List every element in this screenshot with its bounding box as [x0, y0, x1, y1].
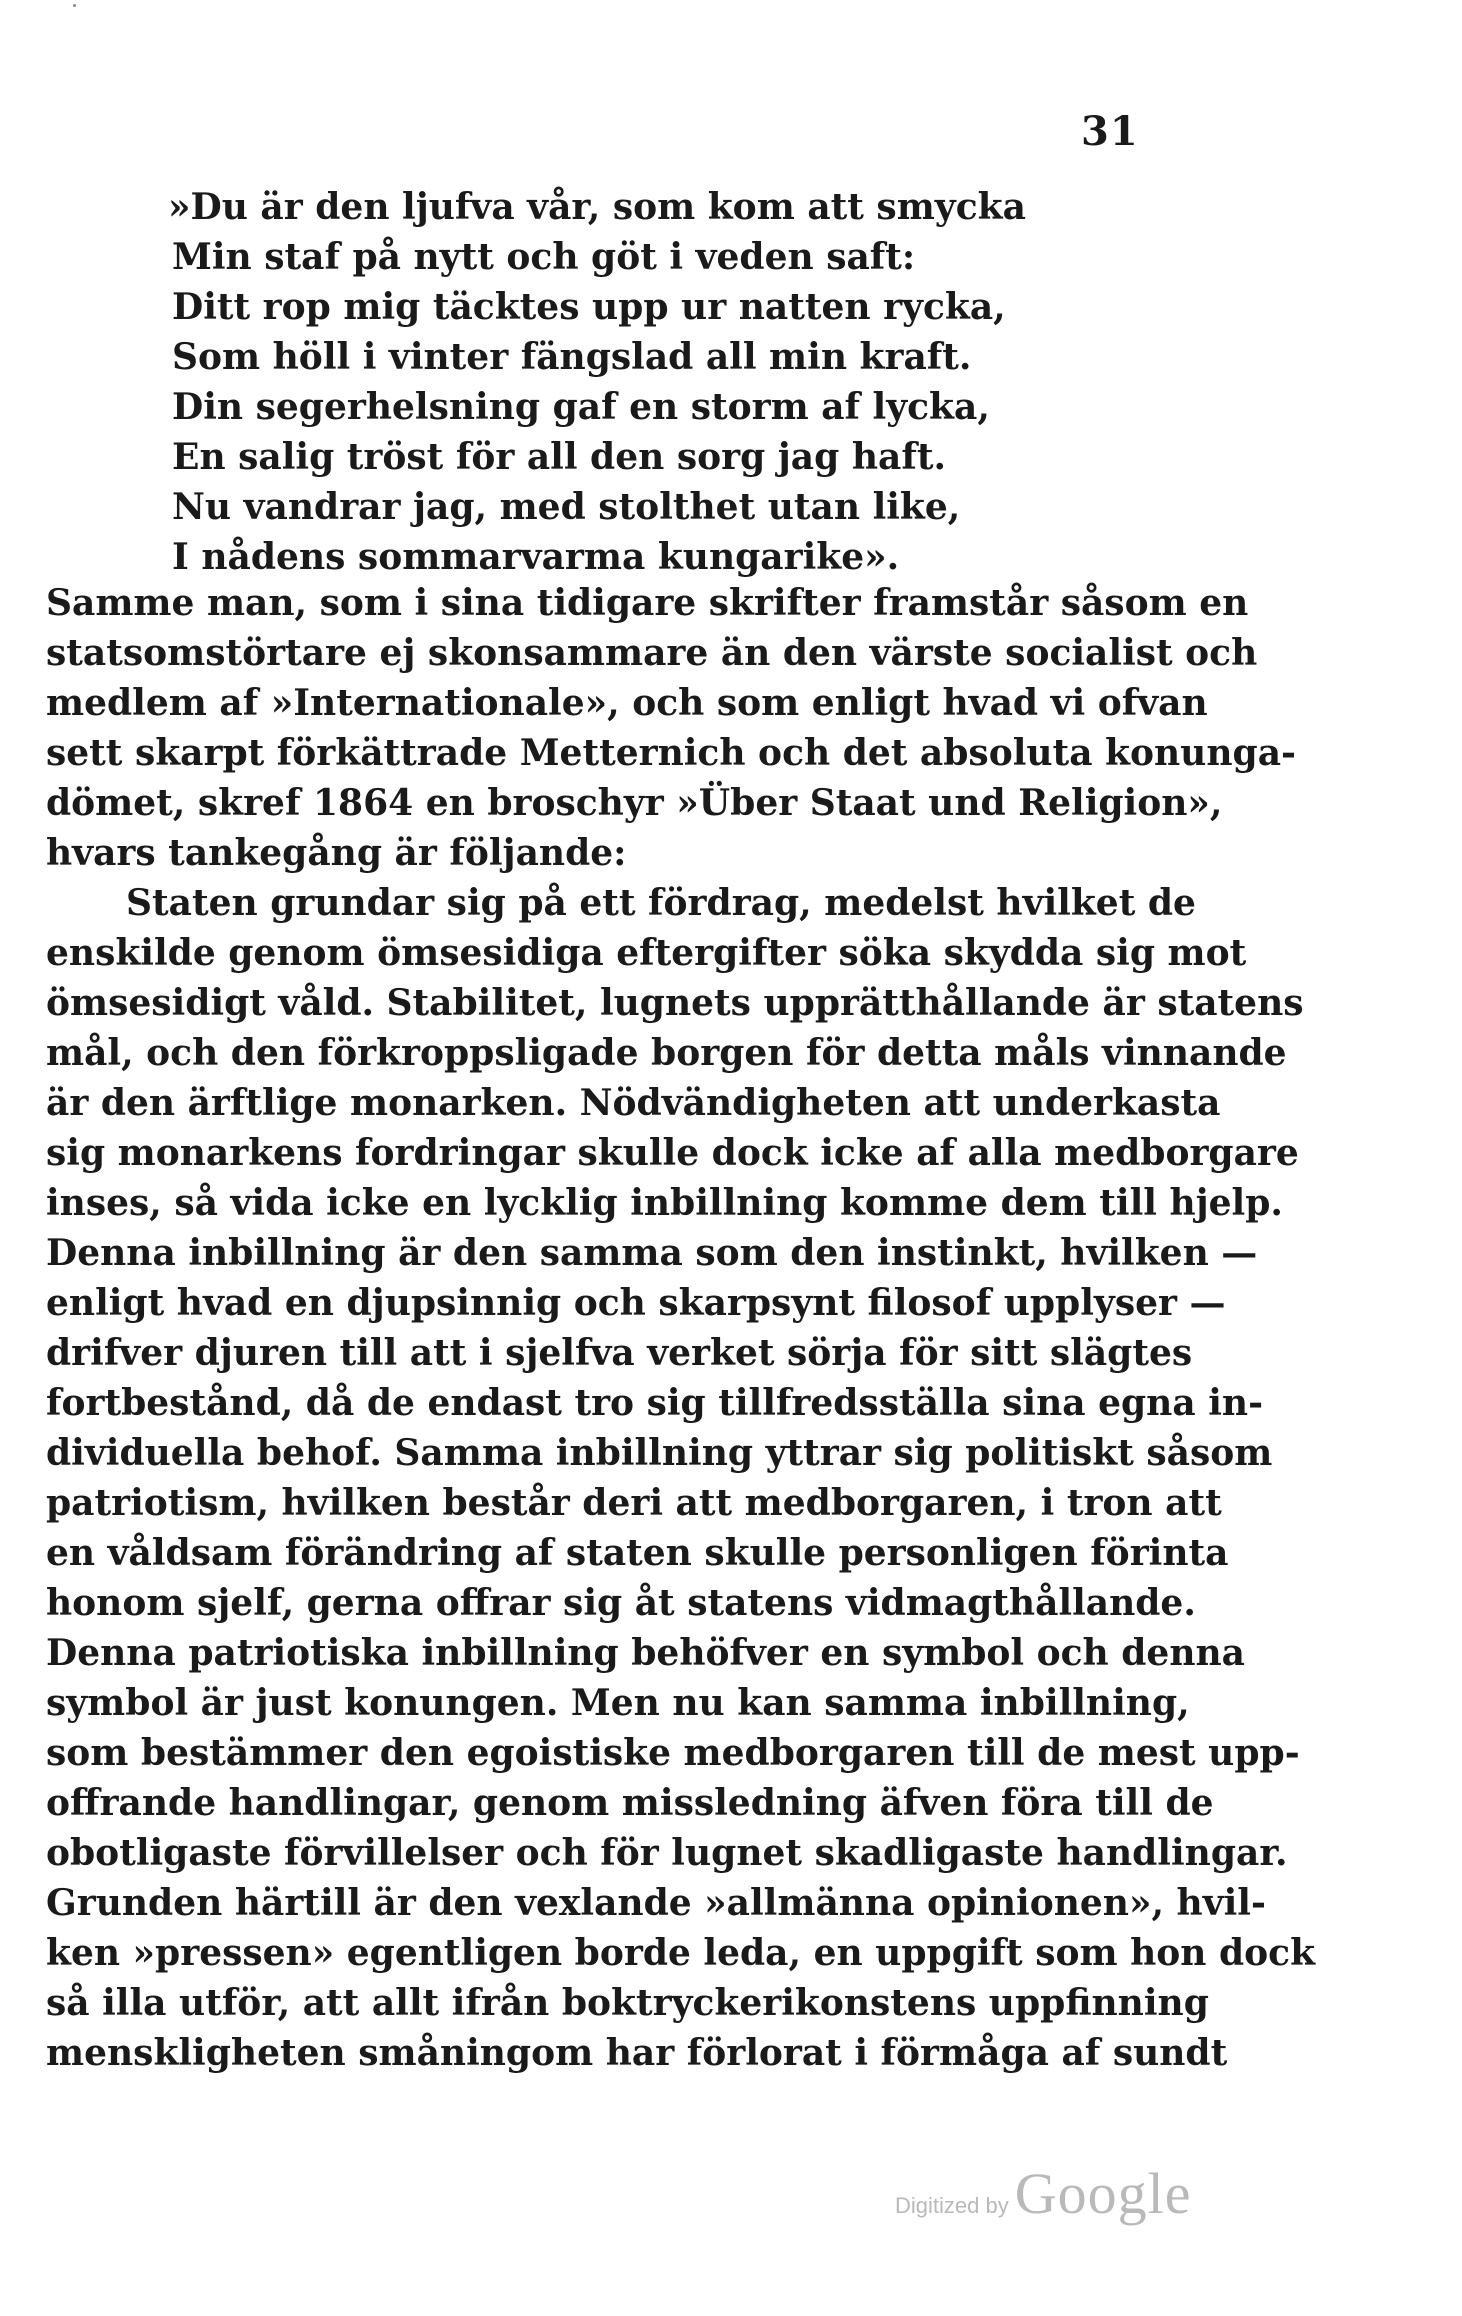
poem-line: Ditt rop mig täcktes upp ur natten rycka, — [172, 286, 1006, 328]
prose-line: sett skarpt förkättrade Metternich och det absoluta konunga- — [46, 732, 1296, 774]
prose-line: menskligheten småningom har förlorat i förmåga af sundt — [46, 2032, 1228, 2074]
prose-line: är den ärftlige monarken. Nödvändigheten att underkasta — [46, 1082, 1221, 1124]
poem-line: Nu vandrar jag, med stolthet utan like, — [172, 486, 961, 528]
prose-line: Denna inbillning är den samma som den instinkt, hvilken — — [46, 1232, 1258, 1274]
prose-line: sig monarkens fordringar skulle dock icke af alla medborgare — [46, 1132, 1299, 1174]
scan-speck — [73, 4, 76, 7]
prose-line: enligt hvad en djupsinnig och skarpsynt filosof upplyser — — [46, 1282, 1226, 1324]
prose-line: medlem af »Internationale», och som enligt hvad vi ofvan — [46, 682, 1208, 724]
prose-line: Grunden härtill är den vexlande »allmänna opinionen», hvil- — [46, 1882, 1266, 1924]
poem-line: Din segerhelsning gaf en storm af lycka, — [172, 386, 990, 428]
poem-line: Min staf på nytt och göt i veden saft: — [172, 236, 916, 278]
prose-line: obotligaste förvillelser och för lugnet skadligaste handlingar. — [46, 1832, 1288, 1874]
poem-line: »Du är den ljufva vår, som kom att smycka — [168, 186, 1026, 228]
watermark-digitized-text: Digitized by — [895, 2193, 1009, 2218]
prose-line: så illa utför, att allt ifrån boktryckerikonstens uppfinning — [46, 1982, 1209, 2024]
prose-line: patriotism, hvilken består deri att medborgaren, i tron att — [46, 1482, 1222, 1524]
prose-line: dömet, skref 1864 en broschyr »Über Staat und Religion», — [46, 782, 1223, 824]
prose-line: symbol är just konungen. Men nu kan samma inbillning, — [46, 1682, 1190, 1724]
page-number: 31 — [1081, 108, 1139, 155]
prose-line: ken »pressen» egentligen borde leda, en uppgift som hon dock — [46, 1932, 1316, 1974]
poem-block — [168, 182, 1068, 582]
poem-line: En salig tröst för all den sorg jag haft. — [172, 436, 946, 478]
prose-line: mål, och den förkroppsligade borgen för detta måls vinnande — [46, 1032, 1287, 1074]
prose-line: dividuella behof. Samma inbillning yttrar sig politiskt såsom — [46, 1432, 1273, 1474]
digitized-watermark — [895, 2160, 1191, 2227]
prose-line: statsomstörtare ej skonsammare än den värste socialist och — [46, 632, 1258, 674]
prose-line: fortbestånd, då de endast tro sig tillfredsställa sina egna in- — [46, 1382, 1264, 1424]
prose-line: enskilde genom ömsesidiga eftergifter söka skydda sig mot — [46, 932, 1247, 974]
prose-line: honom sjelf, gerna offrar sig åt statens vidmagthållande. — [46, 1582, 1196, 1624]
prose-line: offrande handlingar, genom missledning äfven föra till de — [46, 1782, 1214, 1824]
prose-line: ömsesidigt våld. Stabilitet, lugnets upprätthållande är statens — [46, 982, 1304, 1024]
prose-line: hvars tankegång är följande: — [46, 832, 627, 874]
prose-line: som bestämmer den egoistiske medborgaren till de mest upp- — [46, 1732, 1300, 1774]
poem-line: I nådens sommarvarma kungarike». — [172, 536, 900, 578]
prose-line: inses, så vida icke en lycklig inbillning komme dem till hjelp. — [46, 1182, 1283, 1224]
prose-line: Denna patriotiska inbillning behöfver en symbol och denna — [46, 1632, 1246, 1674]
prose-line: Samme man, som i sina tidigare skrifter framstår såsom en — [46, 582, 1249, 624]
prose-block — [46, 578, 1316, 2078]
poem-line: Som höll i vinter fängslad all min kraft. — [172, 336, 972, 378]
prose-line: drifver djuren till att i sjelfva verket sörja för sitt slägtes — [46, 1332, 1193, 1374]
watermark-brand-logo: Google — [1014, 2161, 1192, 2226]
prose-line: en våldsam förändring af staten skulle personligen förinta — [46, 1532, 1229, 1574]
prose-line: Staten grundar sig på ett fördrag, medelst hvilket de — [126, 882, 1196, 924]
